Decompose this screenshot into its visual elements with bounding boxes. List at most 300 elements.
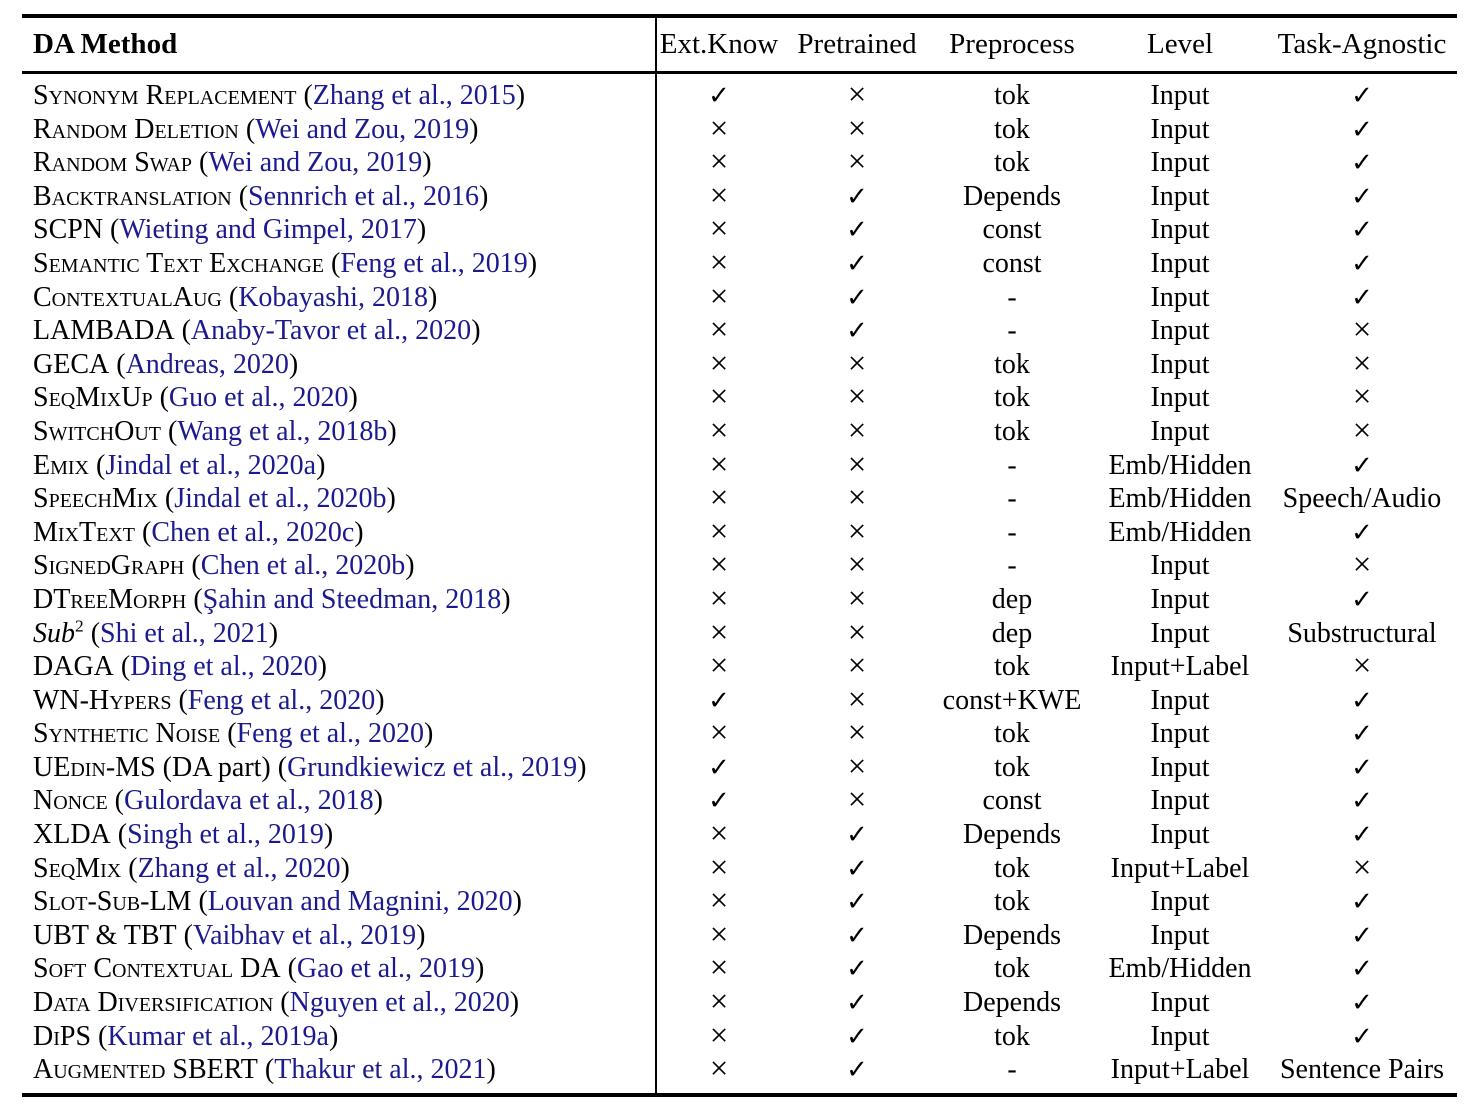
citation-link[interactable]: Jindal et al., 2020a bbox=[105, 449, 317, 481]
preprocess-value: const+KWE bbox=[942, 684, 1082, 716]
cross-icon: × bbox=[709, 278, 729, 315]
task-agnostic-value-cell bbox=[1267, 953, 1457, 985]
method-cell bbox=[22, 651, 655, 683]
method-name: Synthetic Noise bbox=[33, 718, 221, 750]
pretrained-value-cell bbox=[783, 110, 931, 147]
level-value-cell bbox=[1093, 987, 1267, 1019]
task-agnostic-value-cell bbox=[1267, 314, 1457, 348]
task-agnostic-value-cell bbox=[1267, 450, 1457, 482]
pretrained-value-cell bbox=[783, 920, 931, 952]
level-value-cell bbox=[1093, 1054, 1267, 1086]
ext-know-value-cell bbox=[655, 580, 783, 617]
citation-open-paren: ( bbox=[171, 684, 188, 716]
citation-close-paren: ) bbox=[427, 281, 438, 313]
task-agnostic-value-cell bbox=[1267, 819, 1457, 851]
table-body bbox=[22, 74, 1457, 1093]
method-name: UEdin-MS bbox=[33, 751, 156, 783]
citation-close-paren: ) bbox=[423, 718, 434, 750]
level-value: Input bbox=[1150, 348, 1210, 380]
pretrained-value-cell bbox=[783, 214, 931, 246]
level-value: Input bbox=[1150, 214, 1210, 246]
preprocess-value: - bbox=[1007, 1054, 1017, 1086]
citation-open-paren: ( bbox=[107, 785, 124, 817]
check-icon: ✓ bbox=[1351, 81, 1373, 111]
method-name: SwitchOut bbox=[33, 415, 161, 447]
check-icon: ✓ bbox=[846, 988, 868, 1019]
ext-know-value-cell bbox=[655, 80, 783, 112]
task-agnostic-value: Substructural bbox=[1287, 617, 1437, 649]
preprocess-value-cell bbox=[931, 181, 1093, 213]
preprocess-value-cell bbox=[931, 785, 1093, 817]
cross-icon: × bbox=[847, 144, 867, 181]
pretrained-value-cell bbox=[783, 580, 931, 617]
preprocess-value-cell bbox=[931, 1021, 1093, 1053]
preprocess-value: tok bbox=[994, 852, 1030, 884]
pretrained-value-cell bbox=[783, 446, 931, 483]
cross-icon: × bbox=[709, 883, 729, 920]
citation-close-paren: ) bbox=[387, 415, 397, 447]
citation-close-paren: ) bbox=[323, 819, 334, 851]
citation-close-paren: ) bbox=[405, 550, 415, 582]
citation-close-paren: ) bbox=[469, 113, 479, 145]
task-agnostic-value-cell bbox=[1267, 752, 1457, 784]
ext-know-value-cell bbox=[655, 1017, 783, 1054]
table-row bbox=[22, 549, 1457, 583]
citation-open-paren: ( bbox=[134, 516, 152, 548]
check-icon: ✓ bbox=[1351, 786, 1373, 817]
level-value: Input bbox=[1150, 113, 1210, 145]
citation-link[interactable]: Singh et al., 2019 bbox=[127, 819, 324, 851]
pretrained-value-cell bbox=[783, 549, 931, 583]
citation-close-paren: ) bbox=[268, 617, 279, 649]
level-value-cell bbox=[1093, 315, 1267, 347]
preprocess-value-cell bbox=[931, 987, 1093, 1019]
method-name: Backtranslation bbox=[33, 180, 232, 212]
cross-icon: × bbox=[709, 312, 729, 349]
ext-know-value-cell bbox=[655, 110, 783, 147]
method-name: MixText bbox=[33, 516, 135, 548]
preprocess-value: tok bbox=[994, 80, 1030, 111]
cross-icon: × bbox=[709, 984, 729, 1021]
method-name: UBT & TBT bbox=[33, 919, 177, 951]
citation-open-paren: ( bbox=[324, 247, 341, 279]
citation-link[interactable]: Thakur et al., 2021 bbox=[274, 1054, 487, 1086]
pretrained-value-cell bbox=[783, 345, 931, 382]
method-cell bbox=[22, 450, 655, 482]
level-value-cell bbox=[1093, 147, 1267, 179]
cross-icon: × bbox=[847, 681, 867, 718]
level-value: Input bbox=[1150, 80, 1210, 111]
pretrained-value-cell bbox=[783, 953, 931, 985]
ext-know-value-cell bbox=[655, 1053, 783, 1087]
ext-know-value-cell bbox=[655, 412, 783, 449]
method-name: SpeechMix bbox=[33, 483, 158, 515]
check-icon: ✓ bbox=[1351, 988, 1373, 1019]
check-icon: ✓ bbox=[1351, 719, 1373, 750]
preprocess-value-cell bbox=[931, 248, 1093, 280]
level-value: Emb/Hidden bbox=[1108, 953, 1252, 985]
cross-icon: × bbox=[709, 211, 729, 248]
check-icon: ✓ bbox=[846, 181, 868, 212]
ext-know-value-cell bbox=[655, 650, 783, 684]
citation-link[interactable]: Louvan and Magnini, 2020 bbox=[207, 886, 513, 918]
method-cell bbox=[22, 214, 655, 246]
cross-icon: × bbox=[709, 144, 729, 181]
preprocess-value-cell bbox=[931, 718, 1093, 750]
table-row bbox=[22, 986, 1457, 1020]
cross-icon: × bbox=[847, 446, 867, 483]
preprocess-value: tok bbox=[994, 415, 1030, 447]
level-value: Input bbox=[1150, 987, 1210, 1019]
citation-link[interactable]: Feng et al., 2020 bbox=[236, 718, 424, 750]
cross-icon: × bbox=[847, 614, 867, 651]
citation-open-paren: ( bbox=[270, 751, 288, 783]
cross-icon: × bbox=[847, 480, 867, 517]
cross-icon: × bbox=[847, 547, 867, 584]
level-value-cell bbox=[1093, 382, 1267, 414]
task-agnostic-value-cell bbox=[1267, 886, 1457, 918]
level-value: Emb/Hidden bbox=[1108, 483, 1252, 515]
citation-close-paren: ) bbox=[348, 382, 358, 414]
pretrained-value-cell bbox=[783, 717, 931, 751]
preprocess-value: - bbox=[1007, 281, 1017, 313]
check-icon: ✓ bbox=[1351, 1021, 1373, 1052]
pretrained-value-cell bbox=[783, 1021, 931, 1053]
task-agnostic-value-cell bbox=[1267, 618, 1457, 650]
pretrained-value-cell bbox=[783, 381, 931, 415]
method-cell bbox=[22, 987, 655, 1019]
check-icon: ✓ bbox=[708, 786, 730, 817]
check-icon: ✓ bbox=[1351, 215, 1373, 246]
method-name: SeqMix bbox=[33, 852, 122, 884]
preprocess-value-cell bbox=[931, 1054, 1093, 1086]
check-icon: ✓ bbox=[846, 248, 868, 279]
level-value: Emb/Hidden bbox=[1108, 516, 1252, 548]
level-value: Input bbox=[1150, 180, 1210, 212]
preprocess-value: Depends bbox=[963, 819, 1061, 851]
ext-know-value-cell bbox=[655, 146, 783, 180]
preprocess-value: const bbox=[982, 785, 1042, 817]
cross-icon: × bbox=[847, 580, 867, 617]
citation-open-paren: ( bbox=[174, 315, 191, 347]
level-value-cell bbox=[1093, 853, 1267, 885]
method-name: Soft Contextual DA bbox=[33, 953, 281, 985]
citation-open-paren: ( bbox=[113, 651, 131, 683]
col-header-ext-know: Ext.Know bbox=[659, 28, 779, 60]
col-header-task-agnostic: Task-Agnostic bbox=[1277, 28, 1447, 60]
level-value-cell bbox=[1093, 483, 1267, 515]
citation-link[interactable]: Sennrich et al., 2016 bbox=[248, 180, 479, 212]
cross-icon: × bbox=[847, 715, 867, 752]
ext-know-value-cell bbox=[655, 986, 783, 1020]
preprocess-value-cell bbox=[931, 550, 1093, 582]
method-name: Random Swap bbox=[33, 147, 193, 179]
table-row bbox=[22, 818, 1457, 852]
preprocess-value-cell bbox=[931, 147, 1093, 179]
task-agnostic-value: Sentence Pairs bbox=[1279, 1054, 1445, 1086]
preprocess-value-cell bbox=[931, 483, 1093, 515]
citation-close-paren: ) bbox=[316, 449, 326, 481]
citation-close-paren: ) bbox=[527, 247, 538, 279]
task-agnostic-value-cell bbox=[1267, 114, 1457, 146]
cross-icon: × bbox=[709, 849, 729, 886]
preprocess-value-cell bbox=[931, 752, 1093, 784]
citation-close-paren: ) bbox=[512, 886, 522, 918]
level-value: Input bbox=[1150, 1020, 1210, 1052]
check-icon: ✓ bbox=[1351, 517, 1373, 548]
cross-icon: × bbox=[1352, 345, 1372, 382]
preprocess-value: - bbox=[1007, 483, 1017, 515]
check-icon: ✓ bbox=[846, 920, 868, 951]
citation-close-paren: ) bbox=[416, 214, 427, 246]
table-row bbox=[22, 681, 1457, 718]
level-value-cell bbox=[1093, 953, 1267, 985]
table-row bbox=[22, 314, 1457, 348]
preprocess-value: - bbox=[1007, 449, 1017, 481]
cross-icon: × bbox=[709, 1051, 729, 1088]
method-cell bbox=[22, 416, 655, 448]
check-icon: ✓ bbox=[846, 282, 868, 313]
method-cell bbox=[22, 785, 655, 817]
task-agnostic-value-cell bbox=[1267, 685, 1457, 717]
preprocess-value-cell bbox=[931, 282, 1093, 314]
level-value: Input bbox=[1150, 147, 1210, 179]
method-cell bbox=[22, 382, 655, 414]
level-value-cell bbox=[1093, 517, 1267, 549]
level-value-cell bbox=[1093, 349, 1267, 381]
table-row bbox=[22, 381, 1457, 415]
method-cell bbox=[22, 819, 655, 851]
pretrained-value-cell bbox=[783, 650, 931, 684]
method-cell bbox=[22, 315, 655, 347]
citation-link[interactable]: Şahin and Steedman, 2018 bbox=[202, 583, 502, 615]
method-cell bbox=[22, 584, 655, 616]
table-bottom-rule bbox=[22, 1093, 1457, 1097]
citation-link[interactable]: Gao et al., 2019 bbox=[296, 953, 475, 985]
method-name: DiPS bbox=[33, 1020, 92, 1052]
citation-link[interactable]: Wang et al., 2018b bbox=[177, 415, 388, 447]
citation-close-paren: ) bbox=[471, 315, 481, 347]
col-header-preprocess: Preprocess bbox=[949, 28, 1075, 60]
ext-know-value-cell bbox=[655, 314, 783, 348]
citation-close-paren: ) bbox=[317, 651, 327, 683]
preprocess-value: - bbox=[1007, 315, 1017, 347]
cross-icon: × bbox=[709, 110, 729, 147]
preprocess-value-cell bbox=[931, 315, 1093, 347]
pretrained-value-cell bbox=[783, 282, 931, 314]
ext-know-value-cell bbox=[655, 345, 783, 382]
citation-link[interactable]: Andreas, 2020 bbox=[125, 348, 289, 380]
preprocess-value-cell bbox=[931, 114, 1093, 146]
citation-link[interactable]: Chen et al., 2020b bbox=[200, 550, 406, 582]
method-cell bbox=[22, 886, 655, 918]
method-cell bbox=[22, 853, 655, 885]
method-cell bbox=[22, 80, 655, 112]
cross-icon: × bbox=[709, 580, 729, 617]
citation-close-paren: ) bbox=[509, 987, 520, 1019]
citation-close-paren: ) bbox=[478, 180, 489, 212]
citation-open-paren: ( bbox=[231, 180, 249, 212]
task-agnostic-value-cell bbox=[1267, 718, 1457, 750]
method-name: Emix bbox=[33, 449, 89, 481]
preprocess-value: const bbox=[982, 247, 1042, 279]
level-value-cell bbox=[1093, 920, 1267, 952]
table-row bbox=[22, 110, 1457, 147]
citation-close-paren: ) bbox=[328, 1020, 339, 1052]
pretrained-value-cell bbox=[783, 79, 931, 113]
method-cell bbox=[22, 618, 655, 650]
citation-open-paren: ( bbox=[257, 1054, 275, 1086]
citation-link[interactable]: Ding et al., 2020 bbox=[130, 651, 318, 683]
table-row bbox=[22, 79, 1457, 113]
citation-link[interactable]: Feng et al., 2020 bbox=[187, 684, 376, 716]
method-name: DTreeMorph bbox=[33, 583, 187, 615]
table-row bbox=[22, 849, 1457, 886]
cross-icon: × bbox=[709, 547, 729, 584]
cross-icon: × bbox=[709, 950, 729, 987]
citation-open-paren: ( bbox=[157, 483, 175, 515]
level-value-cell bbox=[1093, 114, 1267, 146]
cross-icon: × bbox=[1352, 648, 1372, 685]
citation-link[interactable]: Guo et al., 2020 bbox=[168, 382, 349, 414]
citation-link[interactable]: Zhang et al., 2020 bbox=[137, 852, 341, 884]
check-icon: ✓ bbox=[846, 954, 868, 985]
citation-link[interactable]: Nguyen et al., 2020 bbox=[289, 987, 510, 1019]
cross-icon: × bbox=[709, 244, 729, 281]
citation-link[interactable]: Kumar et al., 2019a bbox=[107, 1020, 329, 1052]
preprocess-value: tok bbox=[994, 953, 1030, 985]
preprocess-value: tok bbox=[994, 751, 1030, 783]
table-row bbox=[22, 650, 1457, 684]
preprocess-value-cell bbox=[931, 349, 1093, 381]
task-agnostic-value-cell bbox=[1267, 650, 1457, 684]
task-agnostic-value-cell bbox=[1267, 1021, 1457, 1053]
method-name: Data Diversification bbox=[33, 987, 274, 1019]
preprocess-value-cell bbox=[931, 953, 1093, 985]
table-row bbox=[22, 213, 1457, 247]
citation-open-paren: ( bbox=[191, 886, 208, 918]
table-row bbox=[22, 916, 1457, 953]
table-row bbox=[22, 345, 1457, 382]
pretrained-value-cell bbox=[783, 681, 931, 718]
citation-open-paren: ( bbox=[83, 617, 101, 649]
cross-icon: × bbox=[847, 77, 867, 113]
method-name: Random Deletion bbox=[33, 113, 239, 145]
citation-link[interactable]: Wei and Zou, 2019 bbox=[255, 113, 470, 145]
citation-open-paren: ( bbox=[176, 919, 193, 951]
citation-link[interactable]: Jindal et al., 2020b bbox=[174, 483, 387, 515]
ext-know-value-cell bbox=[655, 482, 783, 516]
preprocess-value-cell bbox=[931, 382, 1093, 414]
task-agnostic-value-cell bbox=[1267, 345, 1457, 382]
cross-icon: × bbox=[709, 648, 729, 685]
pretrained-value-cell bbox=[783, 513, 931, 550]
level-value: Input bbox=[1150, 550, 1210, 582]
ext-know-value-cell bbox=[655, 278, 783, 315]
table-row bbox=[22, 885, 1457, 919]
citation-link[interactable]: Shi et al., 2021 bbox=[100, 617, 269, 649]
method-cell bbox=[22, 718, 655, 750]
level-value-cell bbox=[1093, 282, 1267, 314]
level-value-cell bbox=[1093, 181, 1267, 213]
citation-link[interactable]: Zhang et al., 2015 bbox=[312, 80, 516, 111]
cross-icon: × bbox=[709, 614, 729, 651]
check-icon: ✓ bbox=[1351, 820, 1373, 851]
citation-open-paren: ( bbox=[161, 415, 178, 447]
table-row bbox=[22, 1053, 1457, 1087]
method-cell bbox=[22, 282, 655, 314]
preprocess-value: Depends bbox=[963, 180, 1061, 212]
cross-icon: × bbox=[1352, 312, 1372, 349]
citation-link[interactable]: Anaby-Tavor et al., 2020 bbox=[190, 315, 472, 347]
preprocess-value: tok bbox=[994, 113, 1030, 145]
method-name: Semantic Text Exchange bbox=[33, 247, 325, 279]
citation-link[interactable]: Gulordava et al., 2018 bbox=[124, 785, 374, 817]
level-value: Input bbox=[1150, 785, 1210, 817]
preprocess-value: Depends bbox=[963, 919, 1061, 951]
cross-icon: × bbox=[709, 345, 729, 382]
citation-link[interactable]: Grundkiewicz et al., 2019 bbox=[287, 751, 578, 783]
citation-close-paren: ) bbox=[515, 80, 526, 111]
citation-open-paren: ( bbox=[192, 147, 209, 179]
method-cell bbox=[22, 752, 655, 784]
citation-open-paren: ( bbox=[103, 214, 120, 246]
citation-link[interactable]: Feng et al., 2019 bbox=[340, 247, 528, 279]
cross-icon: × bbox=[1352, 547, 1372, 584]
level-value-cell bbox=[1093, 752, 1267, 784]
task-agnostic-value-cell bbox=[1267, 412, 1457, 449]
citation-link[interactable]: Wieting and Gimpel, 2017 bbox=[119, 214, 417, 246]
method-name: LAMBADA bbox=[33, 315, 175, 347]
level-value-cell bbox=[1093, 886, 1267, 918]
preprocess-value: tok bbox=[994, 1020, 1030, 1052]
method-cell bbox=[22, 685, 655, 717]
table-header-row bbox=[22, 18, 1457, 71]
task-agnostic-value-cell bbox=[1267, 849, 1457, 886]
method-cell bbox=[22, 517, 655, 549]
citation-open-paren: ( bbox=[152, 382, 169, 414]
citation-link[interactable]: Kobayashi, 2018 bbox=[238, 281, 428, 313]
method-name: Sub$^2$ bbox=[33, 616, 84, 649]
ext-know-value-cell bbox=[655, 916, 783, 953]
method-name: SCPN bbox=[33, 214, 104, 246]
ext-know-value-cell bbox=[655, 849, 783, 886]
pretrained-value-cell bbox=[783, 987, 931, 1019]
citation-link[interactable]: Chen et al., 2020c bbox=[151, 516, 355, 548]
check-icon: ✓ bbox=[846, 215, 868, 246]
citation-link[interactable]: Wei and Zou, 2019 bbox=[208, 147, 423, 179]
citation-open-paren: ( bbox=[91, 1020, 108, 1052]
method-cell bbox=[22, 147, 655, 179]
table-row bbox=[22, 412, 1457, 449]
col-header-da-method: DA Method bbox=[33, 28, 178, 60]
ext-know-value-cell bbox=[655, 549, 783, 583]
method-cell bbox=[22, 181, 655, 213]
cross-icon: × bbox=[709, 480, 729, 517]
ext-know-value-cell bbox=[655, 381, 783, 415]
table-row bbox=[22, 1017, 1457, 1054]
level-value-cell bbox=[1093, 450, 1267, 482]
column-divider-line bbox=[655, 17, 657, 1094]
citation-open-paren: ( bbox=[186, 583, 203, 615]
citation-link[interactable]: Vaibhav et al., 2019 bbox=[192, 919, 417, 951]
check-icon: ✓ bbox=[1351, 450, 1373, 481]
table-row bbox=[22, 784, 1457, 818]
citation-close-paren: ) bbox=[375, 684, 385, 716]
preprocess-value-cell bbox=[931, 517, 1093, 549]
cross-icon: × bbox=[709, 916, 729, 953]
level-value-cell bbox=[1093, 550, 1267, 582]
